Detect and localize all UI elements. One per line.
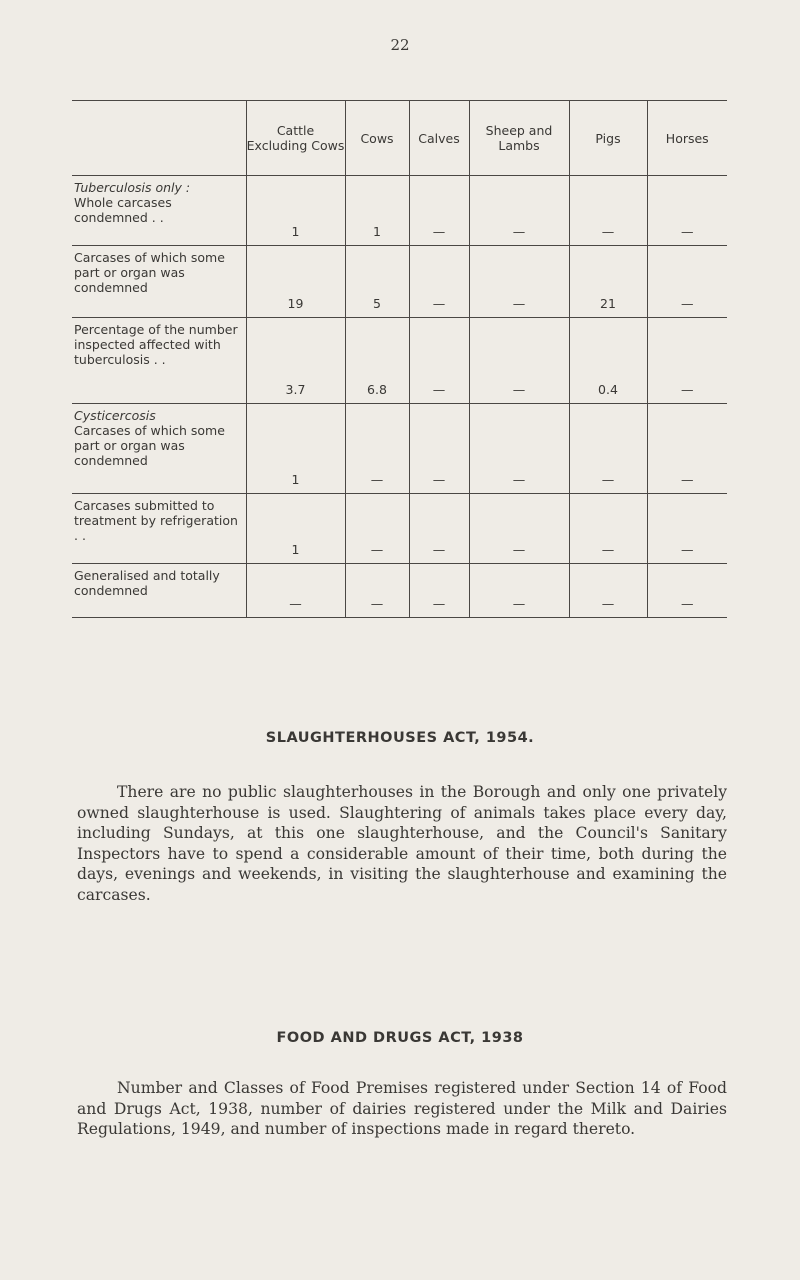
slaughterhouses-heading: SLAUGHTERHOUSES ACT, 1954. [265, 730, 535, 746]
table-cell: 19 [246, 246, 345, 318]
table-cell: — [469, 318, 569, 404]
column-header: Horses [647, 101, 727, 176]
table-cell: — [569, 494, 647, 564]
table-cell: — [469, 246, 569, 318]
table-cell: — [569, 564, 647, 618]
table-cell: — [409, 404, 469, 494]
table-cell: — [469, 404, 569, 494]
table-cell: — [345, 564, 409, 618]
table-row [72, 494, 727, 564]
table-cell: — [345, 494, 409, 564]
table-cell: — [647, 176, 727, 246]
table-cell: 1 [246, 404, 345, 494]
row-label [72, 176, 246, 246]
table-cell: — [647, 246, 727, 318]
row-heading: Tuberculosis only : [74, 180, 191, 195]
table-cell: 21 [569, 246, 647, 318]
corner-header [72, 101, 246, 176]
table-cell: — [569, 176, 647, 246]
table-cell: 6.8 [345, 318, 409, 404]
row-label: Carcases submitted to treatment by refrigeration . . [72, 494, 246, 564]
table-cell: — [647, 318, 727, 404]
food-drugs-heading: FOOD AND DRUGS ACT, 1938 [276, 1030, 524, 1046]
table-row [72, 318, 727, 404]
table-cell: — [409, 246, 469, 318]
column-header: Pigs [569, 101, 647, 176]
table-cell: — [409, 318, 469, 404]
table-cell: 1 [246, 176, 345, 246]
row-label [72, 404, 246, 494]
row-label-text: Carcases of which some part or organ was condemned [74, 423, 225, 468]
table-cell: — [569, 404, 647, 494]
row-heading: Cysticercosis [74, 408, 156, 423]
table-cell: 0.4 [569, 318, 647, 404]
table-row [72, 404, 727, 494]
table-row [72, 564, 727, 618]
row-label-text: Whole carcases condemned . . [74, 195, 172, 225]
table-row [72, 176, 727, 246]
row-label: Percentage of the number inspected affected with tuberculosis . . [72, 318, 246, 404]
table-cell: — [246, 564, 345, 618]
table-row [72, 246, 727, 318]
table-cell: — [647, 564, 727, 618]
column-header: Sheep and Lambs [469, 101, 569, 176]
row-label: Generalised and totally condemned [72, 564, 246, 618]
table-cell: — [409, 494, 469, 564]
table-cell: — [409, 176, 469, 246]
table-cell: — [345, 404, 409, 494]
table-cell: 1 [246, 494, 345, 564]
table-cell: 3.7 [246, 318, 345, 404]
column-header: Calves [409, 101, 469, 176]
table-cell: 1 [345, 176, 409, 246]
row-label: Carcases of which some part or organ was condemned [72, 246, 246, 318]
column-header: Cows [345, 101, 409, 176]
column-header: Cattle Excluding Cows [246, 101, 345, 176]
slaughterhouses-paragraph: There are no public slaughterhouses in the Borough and only one privately owned slaughterhouse is used. Slaughtering of animals takes place every day, including Sundays, at this one slaughterhouse, and the Council's Sanitary Inspectors have to spend a considerable amount of their time, both during the days, evenings and weekends, in visiting the slaughterhouse and examining the carcases. [77, 783, 727, 904]
page-number: 22 [390, 36, 410, 54]
table-cell: — [469, 176, 569, 246]
table-cell: 5 [345, 246, 409, 318]
table-cell: — [469, 494, 569, 564]
table-cell: — [647, 494, 727, 564]
table-cell: — [469, 564, 569, 618]
table-cell: — [409, 564, 469, 618]
table-cell: — [647, 404, 727, 494]
food-drugs-paragraph: Number and Classes of Food Premises registered under Section 14 of Food and Drugs Act, 1938, number of dairies registered under the Milk and Dairies Regulations, 1949, and number of inspections made in regard thereto. [77, 1079, 727, 1138]
meat-inspection-table [72, 100, 727, 618]
